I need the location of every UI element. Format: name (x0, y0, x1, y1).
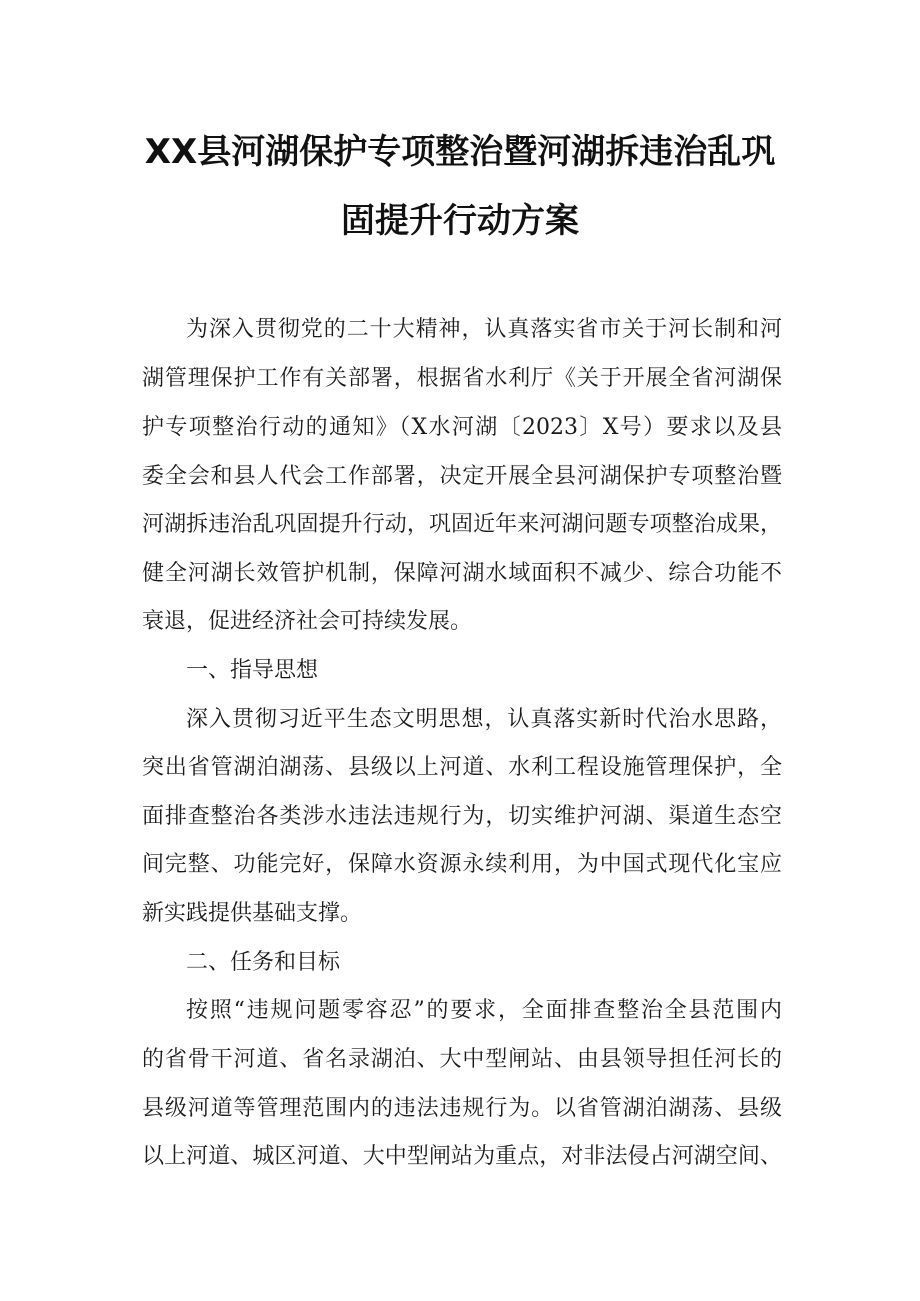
section1-line: 深入贯彻习近平生态文明思想，认真落实新时代治水思路， (186, 707, 782, 732)
section1-line: 面排查整治各类涉水违法违规行为，切实维护河湖、渠道生态空 (142, 804, 782, 829)
document-title-line-2: 固提升行动方案 (341, 201, 579, 241)
section2-line: 县级河道等管理范围内的违法违规行为。以省管湖泊湖荡、县级 (142, 1096, 782, 1121)
section-heading-guiding-thought: 一、指导思想 (186, 658, 319, 683)
section2-line: 以上河道、城区河道、大中型闸站为重点，对非法侵占河湖空间、 (142, 1144, 782, 1169)
intro-line: 湖管理保护工作有关部署，根据省水利厅《关于开展全省河湖保 (142, 366, 782, 391)
intro-line: 护专项整治行动的通知》（X水河湖〔2023〕X号）要求以及县 (142, 415, 782, 440)
section1-line: 突出省管湖泊湖荡、县级以上河道、水利工程设施管理保护，全 (142, 755, 782, 780)
section1-line: 间完整、功能完好，保障水资源永续利用，为中国式现代化宝应 (142, 852, 782, 877)
intro-line: 为深入贯彻党的二十大精神，认真落实省市关于河长制和河 (186, 317, 782, 342)
section2-line: 按照“违规问题零容忍”的要求，全面排查整治全县范围内 (186, 998, 782, 1023)
intro-line: 衰退，促进经济社会可持续发展。 (142, 609, 473, 634)
section1-line: 新实践提供基础支撑。 (142, 901, 363, 926)
section2-line: 的省骨干河道、省名录湖泊、大中型闸站、由县领导担任河长的 (142, 1047, 782, 1072)
intro-line: 河湖拆违治乱巩固提升行动，巩固近年来河湖问题专项整治成果， (142, 512, 782, 537)
intro-line: 委全会和县人代会工作部署，决定开展全县河湖保护专项整治暨 (142, 464, 782, 489)
document-title-line-1: XX县河湖保护专项整治暨河湖拆违治乱巩 (144, 132, 776, 172)
section-heading-tasks-goals: 二、任务和目标 (186, 950, 341, 975)
intro-line: 健全河湖长效管护机制，保障河湖水域面积不减少、综合功能不 (142, 561, 782, 586)
